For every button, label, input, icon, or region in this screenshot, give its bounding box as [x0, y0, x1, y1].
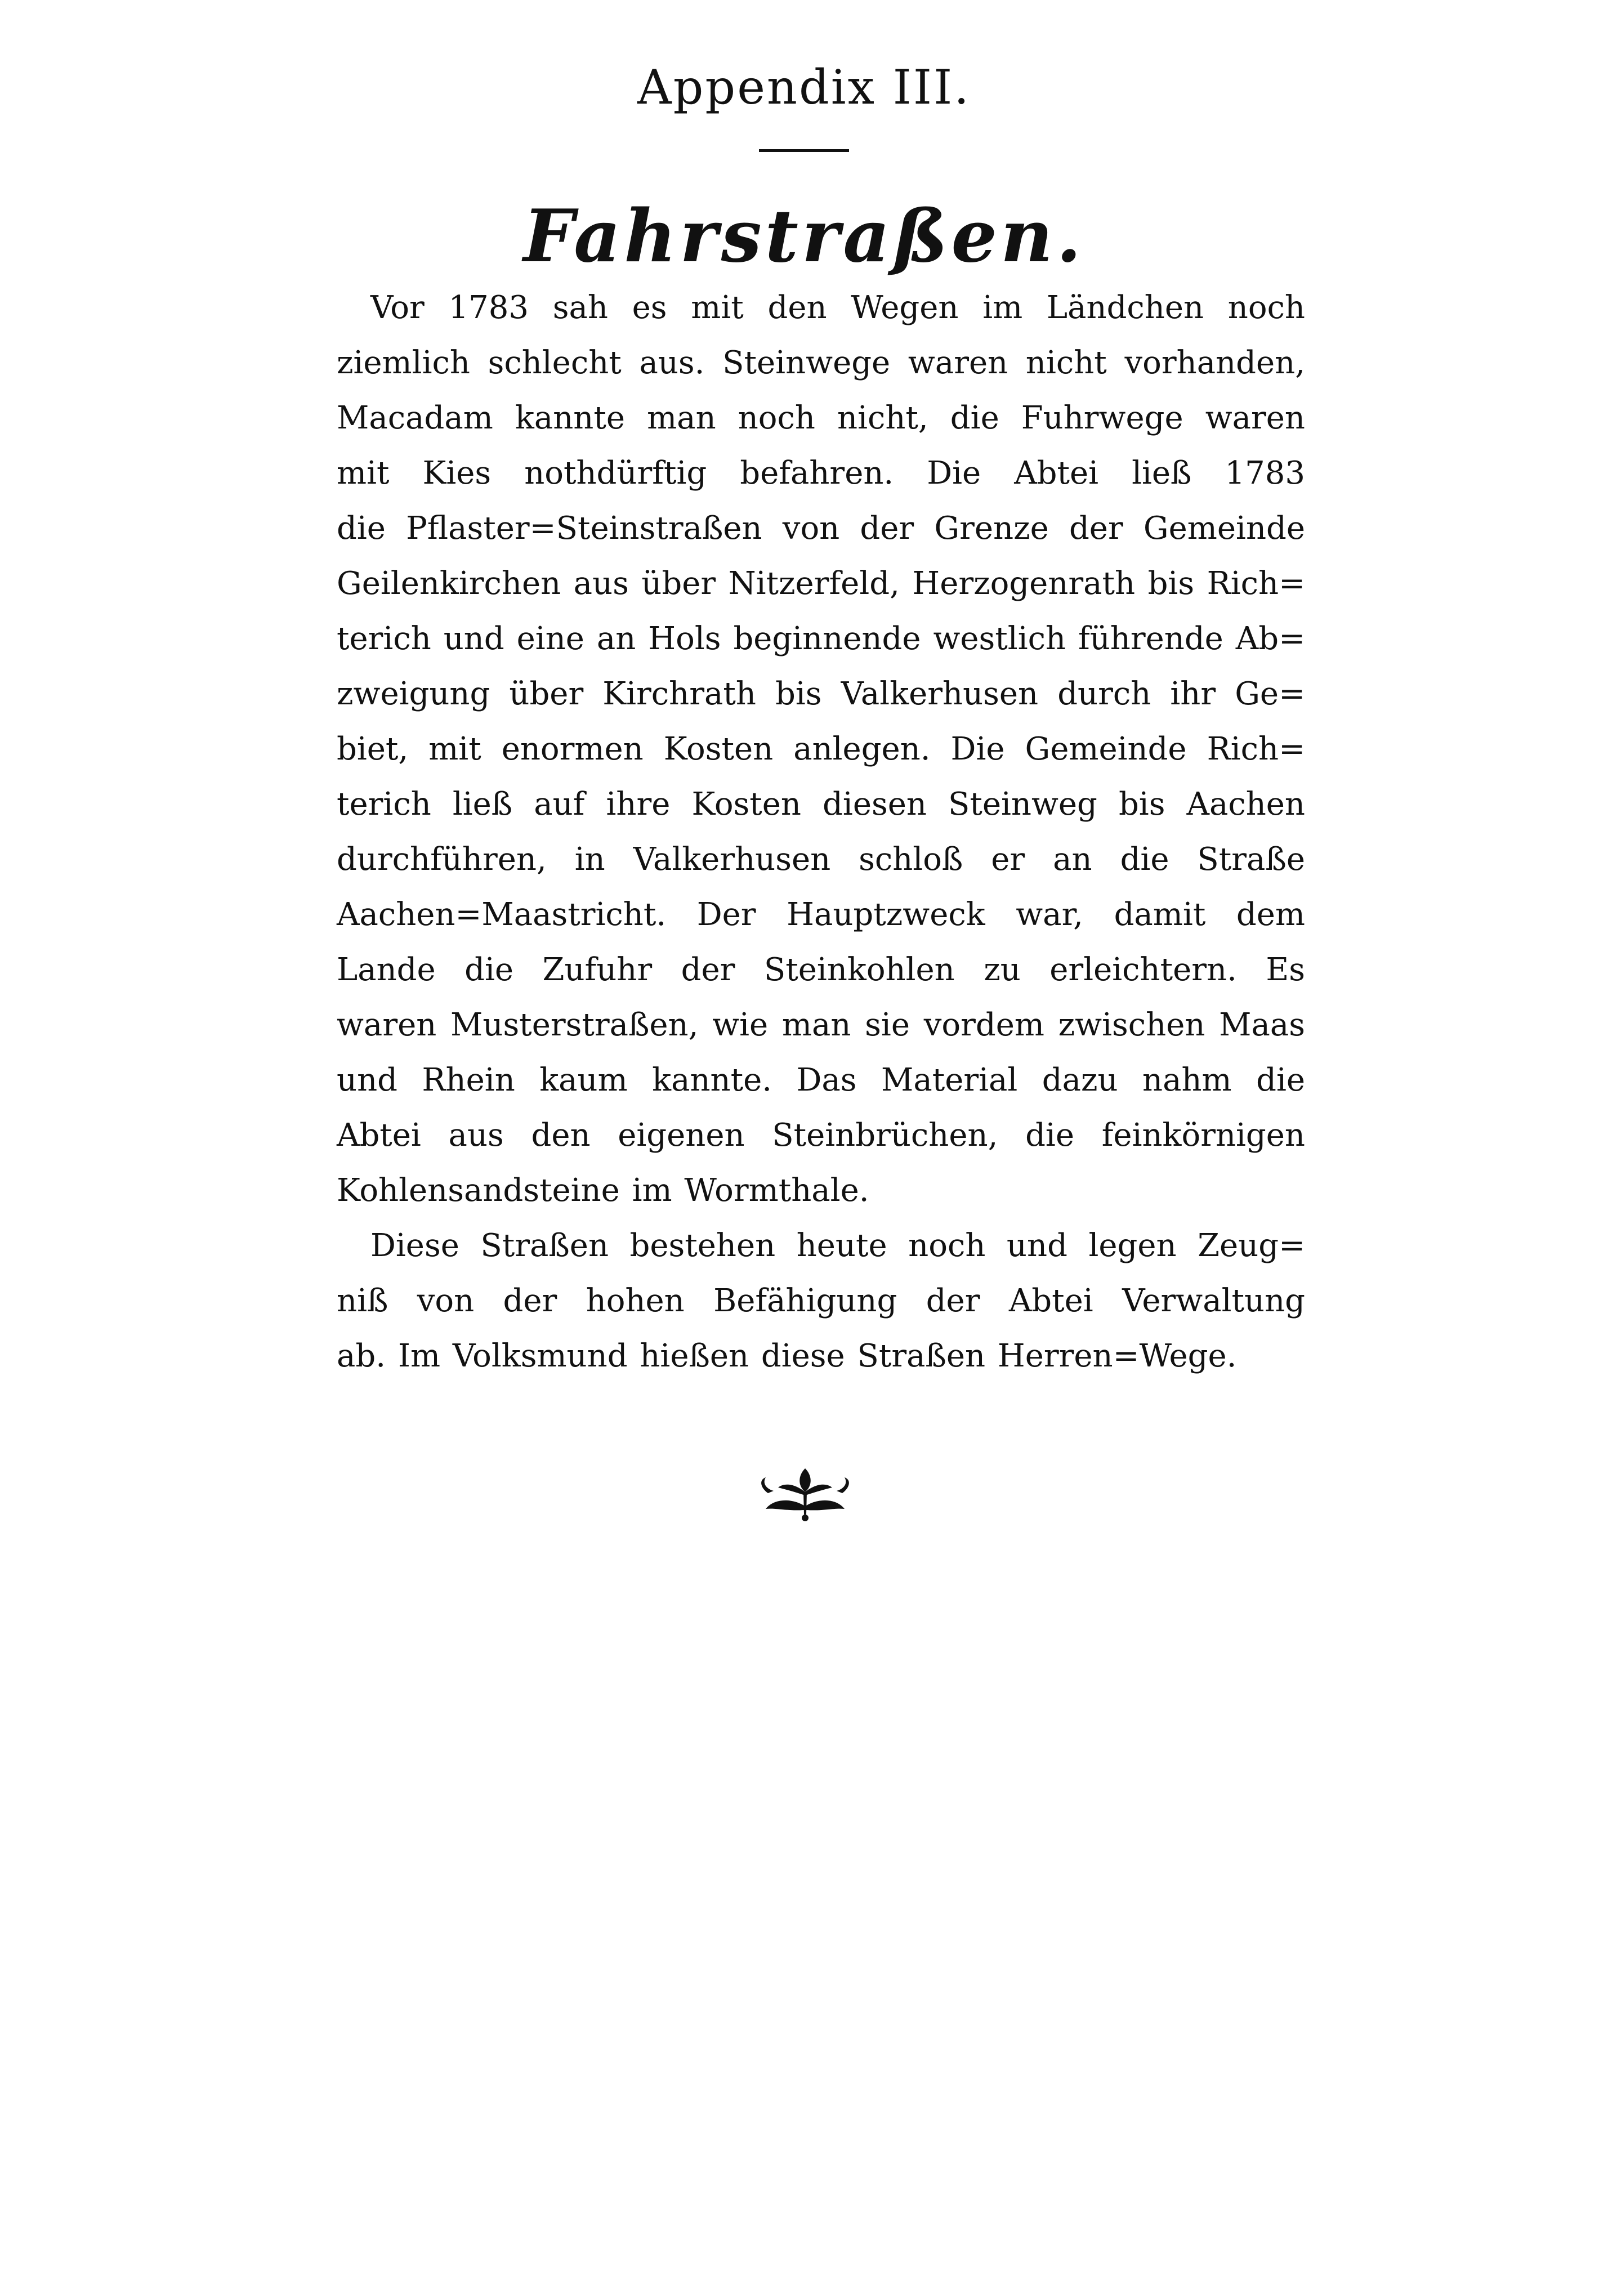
text-line: biet, mit enormen Kosten anlegen. Die Gemeinde Rich=	[337, 731, 1305, 767]
chapter-title: Fahrstraßen.	[523, 194, 1085, 279]
text-line: Macadam kannte man noch nicht, die Fuhrwege waren	[337, 400, 1305, 436]
text-line: Abtei aus den eigenen Steinbrüchen, die feinkörnigen	[337, 1117, 1305, 1154]
text-line: zweigung über Kirchrath bis Valkerhusen durch ihr Ge=	[337, 676, 1305, 712]
text-line: Diese Straßen bestehen heute noch und legen Zeug=	[370, 1227, 1305, 1264]
text-line: mit Kies nothdürftig befahren. Die Abtei ließ 1783	[337, 455, 1305, 492]
text-line: terich und eine an Hols beginnende westlich führende Ab=	[337, 620, 1305, 657]
running-header: Appendix III.	[637, 60, 971, 115]
text-line: Lande die Zufuhr der Steinkohlen zu erleichtern. Es	[337, 952, 1305, 988]
text-line: ziemlich schlecht aus. Steinwege waren nicht vorhanden,	[337, 345, 1305, 381]
text-line: Vor 1783 sah es mit den Wegen im Ländchen noch	[370, 289, 1305, 326]
body-text	[337, 280, 1305, 1384]
text-line: waren Musterstraßen, wie man sie vordem zwischen Maas	[337, 1007, 1305, 1043]
fleuron-icon	[754, 1458, 856, 1526]
paragraph	[337, 1218, 1305, 1384]
text-line: Geilenkirchen aus über Nitzerfeld, Herzogenrath bis Rich=	[337, 565, 1305, 602]
text-line: ab. Im Volksmund hießen diese Straßen Herren=Wege.	[337, 1338, 1237, 1374]
text-line: terich ließ auf ihre Kosten diesen Steinweg bis Aachen	[337, 786, 1305, 823]
header-rule	[759, 149, 849, 152]
text-line: durchführen, in Valkerhusen schloß er an die Straße	[337, 841, 1305, 878]
text-line: Kohlensandsteine im Wormthale.	[337, 1172, 869, 1209]
text-line: und Rhein kaum kannte. Das Material dazu nahm die	[337, 1062, 1305, 1098]
text-line: die Pflaster=Steinstraßen von der Grenze der Gemeinde	[337, 510, 1305, 547]
paragraph	[337, 280, 1305, 1218]
text-line: niß von der hohen Befähigung der Abtei Verwaltung	[337, 1283, 1305, 1319]
text-line: Aachen=Maastricht. Der Hauptzweck war, damit dem	[337, 896, 1305, 933]
